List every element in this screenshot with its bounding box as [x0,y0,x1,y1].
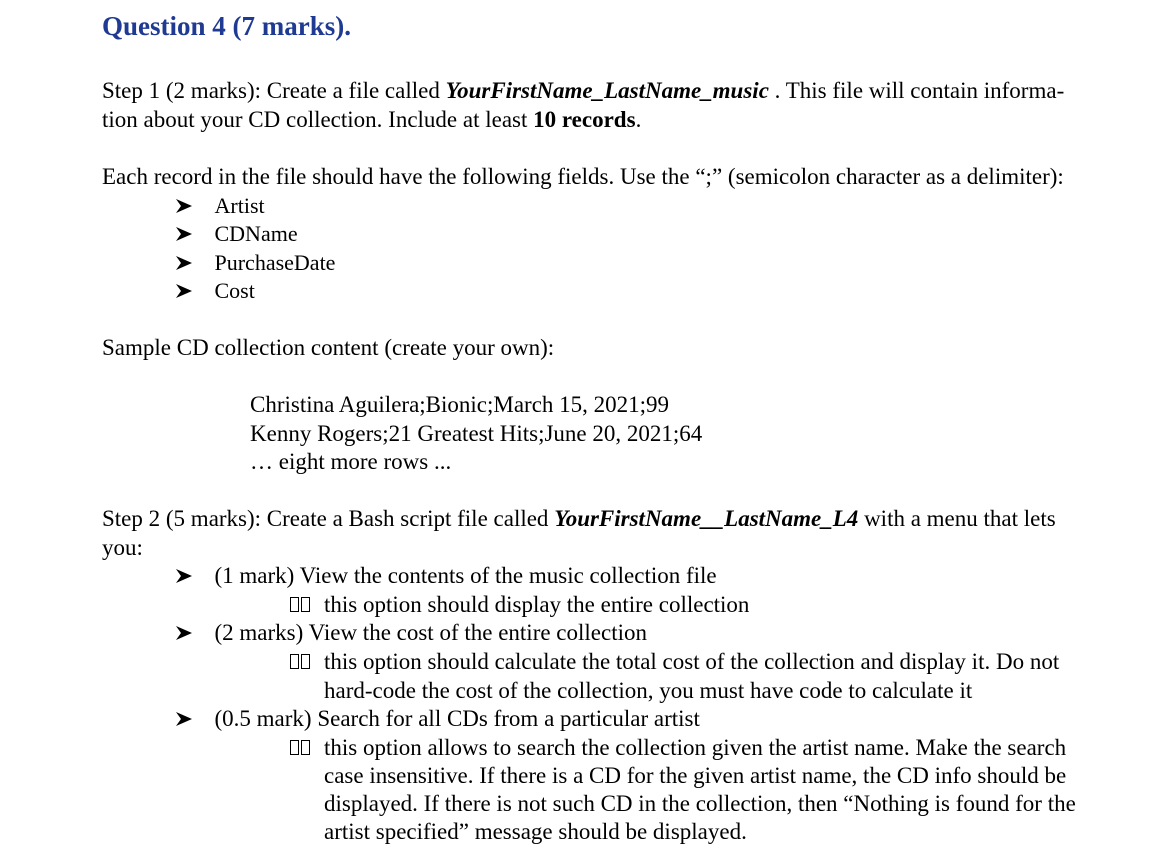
menu-item-label: (1 mark) View the contents of the music collection file [214,563,717,588]
menu-item-label: (0.5 mark) Search for all CDs from a particular artist [214,706,700,731]
arrow-bullet-icon [175,283,193,299]
step1-line2-suffix: . [635,107,642,132]
field-label: CDName [214,221,298,246]
step2-line2: you: [102,535,143,560]
sample-row: … eight more rows ... [250,449,452,474]
menu-item [175,561,717,590]
step1-line2-prefix: tion about your CD collection. Include at least [102,107,534,132]
menu-detail-cont: artist specified” message should be displayed. [324,819,747,844]
step1-prefix: Step 1 (2 marks): Create a file called [102,78,446,103]
step2-prefix: Step 2 (5 marks): Create a Bash script file called [102,506,555,531]
field-item [175,191,265,220]
arrow-bullet-icon [175,255,193,271]
menu-detail-cont: hard-code the cost of the collection, you must have code to calculate it [324,678,973,703]
arrow-bullet-icon [175,226,193,242]
arrow-bullet-icon [175,198,193,214]
step1-line1 [102,76,1064,105]
menu-detail-cont: case insensitive. If there is a CD for the given artist name, the CD info should be [324,763,1067,788]
sample-row: Kenny Rogers;21 Greatest Hits;June 20, 2021;64 [250,421,703,446]
menu-item [175,704,700,733]
field-item [175,276,255,305]
step1-filename: YourFirstName_LastName_music [445,78,769,103]
menu-detail: this option should display the entire collection [290,590,749,619]
field-label: Artist [214,193,265,218]
field-label: Cost [214,278,255,303]
missing-glyph-icon [290,733,324,762]
field-item [175,219,298,248]
field-item [175,248,335,277]
menu-item [175,618,647,647]
field-label: PurchaseDate [214,250,336,275]
arrow-bullet-icon [175,568,193,584]
step2-line1 [102,504,1056,533]
step1-line2 [102,105,641,134]
step2-suffix: with a menu that lets [858,506,1056,531]
step1-suffix: . This file will contain informa- [768,78,1065,103]
missing-glyph-icon [290,647,324,676]
sample-intro: Sample CD collection content (create your own): [102,335,555,360]
step1-records: 10 records [533,107,636,132]
menu-detail: this option allows to search the collection given the artist name. Make the search [290,733,1066,762]
arrow-bullet-icon [175,625,193,641]
missing-glyph-icon [290,590,324,619]
fields-intro: Each record in the file should have the following fields. Use the “;” (semicolon character as a delimiter): [102,164,1064,189]
sample-row: Christina Aguilera;Bionic;March 15, 2021;99 [250,392,670,417]
step2-filename: YourFirstName__LastName_L4 [554,506,859,531]
question-title: Question 4 (7 marks). [102,11,351,41]
arrow-bullet-icon [175,711,193,727]
menu-detail: this option should calculate the total cost of the collection and display it. Do not [290,647,1059,676]
menu-item-label: (2 marks) View the cost of the entire collection [214,620,647,645]
menu-detail-cont: displayed. If there is not such CD in the collection, then “Nothing is found for the [324,791,1076,816]
